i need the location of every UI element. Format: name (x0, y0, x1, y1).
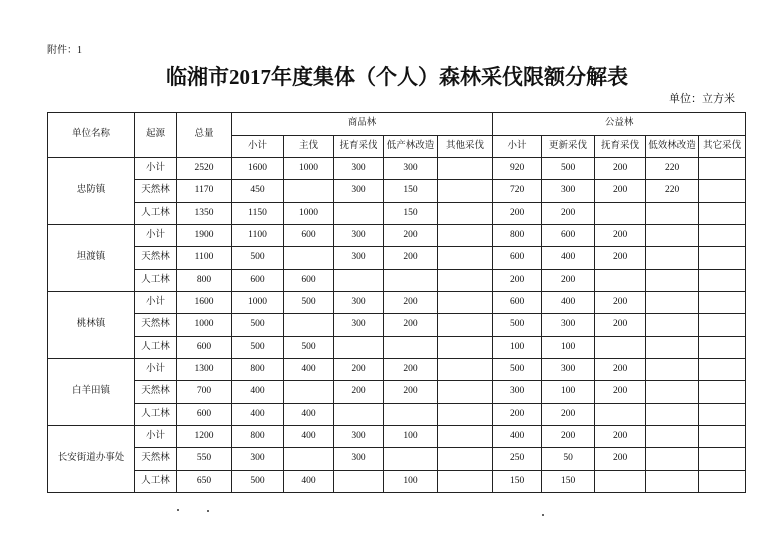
total-cell: 800 (177, 269, 232, 291)
origin-cell: 小计 (135, 425, 177, 447)
origin-cell: 小计 (135, 358, 177, 380)
public-subtotal-cell: 920 (493, 158, 542, 180)
public-subtotal-cell: 600 (493, 291, 542, 313)
table-row (48, 403, 746, 425)
table-row (48, 180, 746, 202)
commercial-tending-felling-cell (334, 269, 384, 291)
total-cell: 2520 (177, 158, 232, 180)
commercial-tending-felling-cell (334, 403, 384, 425)
table-row (48, 291, 746, 313)
commercial-other-felling-cell (438, 158, 493, 180)
commercial-subtotal-cell: 1100 (232, 224, 284, 246)
commercial-subtotal-cell: 500 (232, 470, 284, 492)
public-other-felling-cell (699, 224, 746, 246)
public-subtotal-cell: 500 (493, 358, 542, 380)
public-other-felling-cell (699, 448, 746, 470)
header-commercial-subtotal: 小计 (232, 136, 284, 158)
commercial-tending-felling-cell (334, 470, 384, 492)
commercial-main-felling-cell (284, 247, 334, 269)
table-row (48, 358, 746, 380)
public-low-efficiency-renovation-cell (646, 291, 699, 313)
commercial-subtotal-cell: 450 (232, 180, 284, 202)
public-subtotal-cell: 150 (493, 470, 542, 492)
public-tending-felling-cell (595, 336, 646, 358)
total-cell: 550 (177, 448, 232, 470)
total-cell: 700 (177, 381, 232, 403)
public-tending-felling-cell: 200 (595, 158, 646, 180)
origin-cell: 天然林 (135, 247, 177, 269)
origin-cell: 天然林 (135, 180, 177, 202)
table-row (48, 314, 746, 336)
public-renewal-felling-cell: 600 (542, 224, 595, 246)
public-low-efficiency-renovation-cell: 220 (646, 158, 699, 180)
public-other-felling-cell (699, 358, 746, 380)
public-subtotal-cell: 200 (493, 403, 542, 425)
public-tending-felling-cell (595, 202, 646, 224)
commercial-low-yield-renovation-cell (384, 336, 438, 358)
commercial-other-felling-cell (438, 403, 493, 425)
commercial-other-felling-cell (438, 180, 493, 202)
commercial-subtotal-cell: 1600 (232, 158, 284, 180)
scan-speck (207, 510, 209, 512)
commercial-tending-felling-cell: 300 (334, 180, 384, 202)
origin-cell: 天然林 (135, 314, 177, 336)
header-commercial-tending-felling: 抚育采伐 (334, 136, 384, 158)
commercial-main-felling-cell: 400 (284, 425, 334, 447)
total-cell: 1200 (177, 425, 232, 447)
commercial-subtotal-cell: 800 (232, 425, 284, 447)
header-commercial-other-felling: 其他采伐 (438, 136, 493, 158)
public-low-efficiency-renovation-cell (646, 247, 699, 269)
commercial-low-yield-renovation-cell (384, 403, 438, 425)
commercial-subtotal-cell: 500 (232, 314, 284, 336)
commercial-main-felling-cell: 1000 (284, 202, 334, 224)
commercial-low-yield-renovation-cell: 200 (384, 358, 438, 380)
commercial-other-felling-cell (438, 425, 493, 447)
public-low-efficiency-renovation-cell: 220 (646, 180, 699, 202)
header-public-forest: 公益林 (493, 113, 746, 136)
commercial-subtotal-cell: 300 (232, 448, 284, 470)
public-renewal-felling-cell: 200 (542, 202, 595, 224)
commercial-other-felling-cell (438, 470, 493, 492)
public-tending-felling-cell (595, 403, 646, 425)
header-total: 总量 (177, 113, 232, 158)
commercial-main-felling-cell: 1000 (284, 158, 334, 180)
commercial-main-felling-cell: 500 (284, 291, 334, 313)
table-row (48, 448, 746, 470)
table-row (48, 158, 746, 180)
total-cell: 1350 (177, 202, 232, 224)
public-renewal-felling-cell: 100 (542, 381, 595, 403)
public-other-felling-cell (699, 336, 746, 358)
origin-cell: 小计 (135, 291, 177, 313)
document-title: 临湘市2017年度集体（个人）森林采伐限额分解表 (166, 65, 628, 89)
commercial-main-felling-cell (284, 448, 334, 470)
public-low-efficiency-renovation-cell (646, 358, 699, 380)
public-renewal-felling-cell: 400 (542, 291, 595, 313)
commercial-subtotal-cell: 1000 (232, 291, 284, 313)
unit-name-cell: 坦渡镇 (48, 224, 135, 291)
commercial-main-felling-cell (284, 381, 334, 403)
total-cell: 600 (177, 403, 232, 425)
commercial-main-felling-cell: 400 (284, 403, 334, 425)
public-renewal-felling-cell: 100 (542, 336, 595, 358)
public-low-efficiency-renovation-cell (646, 202, 699, 224)
public-tending-felling-cell: 200 (595, 358, 646, 380)
public-renewal-felling-cell: 300 (542, 314, 595, 336)
public-subtotal-cell: 600 (493, 247, 542, 269)
public-other-felling-cell (699, 381, 746, 403)
header-public-tending-felling: 抚育采伐 (595, 136, 646, 158)
public-other-felling-cell (699, 425, 746, 447)
public-subtotal-cell: 720 (493, 180, 542, 202)
commercial-tending-felling-cell: 200 (334, 358, 384, 380)
commercial-other-felling-cell (438, 381, 493, 403)
public-other-felling-cell (699, 403, 746, 425)
table-row (48, 381, 746, 403)
table-row (48, 269, 746, 291)
public-tending-felling-cell (595, 269, 646, 291)
table-row (48, 470, 746, 492)
commercial-subtotal-cell: 400 (232, 381, 284, 403)
public-other-felling-cell (699, 247, 746, 269)
total-cell: 650 (177, 470, 232, 492)
header-row-top (48, 113, 746, 136)
commercial-tending-felling-cell: 200 (334, 381, 384, 403)
public-renewal-felling-cell: 400 (542, 247, 595, 269)
commercial-other-felling-cell (438, 247, 493, 269)
public-low-efficiency-renovation-cell (646, 314, 699, 336)
unit-name-cell: 桃林镇 (48, 291, 135, 358)
header-public-low-efficiency-renovation: 低效林改造 (646, 136, 699, 158)
public-renewal-felling-cell: 300 (542, 180, 595, 202)
commercial-other-felling-cell (438, 269, 493, 291)
table-header (48, 113, 746, 158)
public-renewal-felling-cell: 300 (542, 358, 595, 380)
commercial-low-yield-renovation-cell: 300 (384, 158, 438, 180)
commercial-other-felling-cell (438, 314, 493, 336)
commercial-main-felling-cell: 500 (284, 336, 334, 358)
commercial-other-felling-cell (438, 448, 493, 470)
origin-cell: 小计 (135, 224, 177, 246)
scan-speck (542, 514, 544, 516)
commercial-tending-felling-cell: 300 (334, 158, 384, 180)
commercial-subtotal-cell: 400 (232, 403, 284, 425)
public-low-efficiency-renovation-cell (646, 381, 699, 403)
public-subtotal-cell: 200 (493, 269, 542, 291)
commercial-main-felling-cell (284, 180, 334, 202)
commercial-tending-felling-cell (334, 202, 384, 224)
unit-name-cell: 忠防镇 (48, 158, 135, 225)
public-tending-felling-cell: 200 (595, 180, 646, 202)
commercial-subtotal-cell: 500 (232, 336, 284, 358)
public-other-felling-cell (699, 202, 746, 224)
commercial-tending-felling-cell: 300 (334, 425, 384, 447)
public-low-efficiency-renovation-cell (646, 224, 699, 246)
commercial-subtotal-cell: 1150 (232, 202, 284, 224)
public-tending-felling-cell: 200 (595, 425, 646, 447)
header-commercial-forest: 商品林 (232, 113, 493, 136)
unit-name-cell: 白羊田镇 (48, 358, 135, 425)
commercial-low-yield-renovation-cell: 200 (384, 247, 438, 269)
commercial-low-yield-renovation-cell: 200 (384, 291, 438, 313)
public-subtotal-cell: 250 (493, 448, 542, 470)
total-cell: 1600 (177, 291, 232, 313)
commercial-main-felling-cell: 600 (284, 269, 334, 291)
origin-cell: 人工林 (135, 470, 177, 492)
commercial-low-yield-renovation-cell (384, 448, 438, 470)
public-low-efficiency-renovation-cell (646, 403, 699, 425)
commercial-low-yield-renovation-cell: 200 (384, 314, 438, 336)
public-subtotal-cell: 800 (493, 224, 542, 246)
public-other-felling-cell (699, 269, 746, 291)
public-subtotal-cell: 100 (493, 336, 542, 358)
header-commercial-main-felling: 主伐 (284, 136, 334, 158)
header-public-subtotal: 小计 (493, 136, 542, 158)
public-low-efficiency-renovation-cell (646, 336, 699, 358)
table-row (48, 224, 746, 246)
origin-cell: 小计 (135, 158, 177, 180)
commercial-main-felling-cell: 600 (284, 224, 334, 246)
public-tending-felling-cell: 200 (595, 247, 646, 269)
commercial-tending-felling-cell: 300 (334, 224, 384, 246)
public-renewal-felling-cell: 200 (542, 269, 595, 291)
public-other-felling-cell (699, 291, 746, 313)
header-public-renewal-felling: 更新采伐 (542, 136, 595, 158)
commercial-other-felling-cell (438, 336, 493, 358)
commercial-subtotal-cell: 500 (232, 247, 284, 269)
commercial-tending-felling-cell (334, 336, 384, 358)
public-tending-felling-cell: 200 (595, 291, 646, 313)
total-cell: 1300 (177, 358, 232, 380)
table-row (48, 425, 746, 447)
table-row (48, 336, 746, 358)
commercial-other-felling-cell (438, 291, 493, 313)
commercial-low-yield-renovation-cell (384, 269, 438, 291)
public-low-efficiency-renovation-cell (646, 425, 699, 447)
public-tending-felling-cell: 200 (595, 448, 646, 470)
public-other-felling-cell (699, 158, 746, 180)
commercial-low-yield-renovation-cell: 150 (384, 202, 438, 224)
commercial-low-yield-renovation-cell: 200 (384, 381, 438, 403)
commercial-low-yield-renovation-cell: 100 (384, 425, 438, 447)
public-renewal-felling-cell: 200 (542, 403, 595, 425)
public-renewal-felling-cell: 50 (542, 448, 595, 470)
commercial-tending-felling-cell: 300 (334, 314, 384, 336)
scan-speck (177, 509, 179, 511)
public-tending-felling-cell (595, 470, 646, 492)
total-cell: 1170 (177, 180, 232, 202)
header-unit-name: 单位名称 (48, 113, 135, 158)
table-body (48, 158, 746, 493)
commercial-subtotal-cell: 600 (232, 269, 284, 291)
public-low-efficiency-renovation-cell (646, 269, 699, 291)
public-renewal-felling-cell: 150 (542, 470, 595, 492)
public-other-felling-cell (699, 470, 746, 492)
origin-cell: 人工林 (135, 403, 177, 425)
origin-cell: 天然林 (135, 448, 177, 470)
commercial-main-felling-cell (284, 314, 334, 336)
commercial-low-yield-renovation-cell: 100 (384, 470, 438, 492)
commercial-other-felling-cell (438, 224, 493, 246)
public-low-efficiency-renovation-cell (646, 470, 699, 492)
commercial-other-felling-cell (438, 202, 493, 224)
attachment-label: 附件：1 (47, 45, 82, 56)
origin-cell: 人工林 (135, 336, 177, 358)
public-subtotal-cell: 400 (493, 425, 542, 447)
commercial-tending-felling-cell: 300 (334, 291, 384, 313)
commercial-tending-felling-cell: 300 (334, 448, 384, 470)
table-row (48, 247, 746, 269)
commercial-subtotal-cell: 800 (232, 358, 284, 380)
table-row (48, 202, 746, 224)
commercial-low-yield-renovation-cell: 200 (384, 224, 438, 246)
public-subtotal-cell: 200 (493, 202, 542, 224)
commercial-tending-felling-cell: 300 (334, 247, 384, 269)
public-tending-felling-cell: 200 (595, 224, 646, 246)
unit-name-cell: 长安街道办事处 (48, 425, 135, 492)
commercial-main-felling-cell: 400 (284, 358, 334, 380)
public-low-efficiency-renovation-cell (646, 448, 699, 470)
public-renewal-felling-cell: 500 (542, 158, 595, 180)
felling-quota-table (47, 112, 746, 493)
commercial-main-felling-cell: 400 (284, 470, 334, 492)
header-commercial-low-yield-renovation: 低产林改造 (384, 136, 438, 158)
public-subtotal-cell: 500 (493, 314, 542, 336)
origin-cell: 天然林 (135, 381, 177, 403)
origin-cell: 人工林 (135, 202, 177, 224)
commercial-low-yield-renovation-cell: 150 (384, 180, 438, 202)
public-renewal-felling-cell: 200 (542, 425, 595, 447)
total-cell: 1900 (177, 224, 232, 246)
public-tending-felling-cell: 200 (595, 314, 646, 336)
total-cell: 1000 (177, 314, 232, 336)
public-tending-felling-cell: 200 (595, 381, 646, 403)
origin-cell: 人工林 (135, 269, 177, 291)
unit-label: 单位：立方米 (669, 93, 735, 105)
total-cell: 600 (177, 336, 232, 358)
public-subtotal-cell: 300 (493, 381, 542, 403)
header-origin: 起源 (135, 113, 177, 158)
commercial-other-felling-cell (438, 358, 493, 380)
total-cell: 1100 (177, 247, 232, 269)
public-other-felling-cell (699, 314, 746, 336)
header-public-other-felling: 其它采伐 (699, 136, 746, 158)
public-other-felling-cell (699, 180, 746, 202)
